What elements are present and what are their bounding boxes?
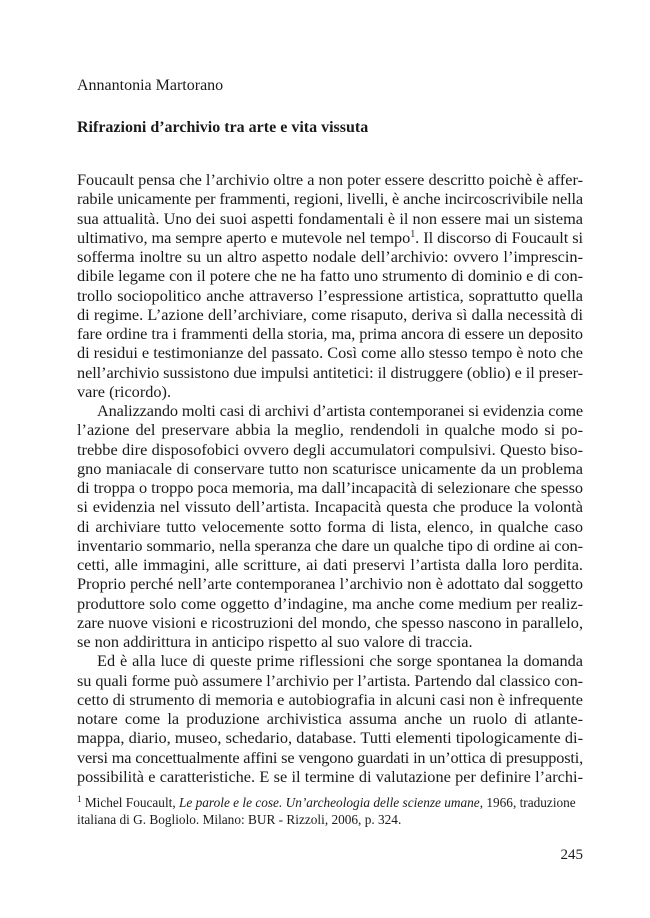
body-line: l’azione del preservare abbia la meglio, rendendoli in qualche modo si po- bbox=[77, 420, 583, 440]
body-line: Ed è alla luce di queste prime riflessioni che sorge spontanea la domanda bbox=[97, 651, 583, 671]
body-line: di regime. L’azione dell’archiviare, come risaputo, deriva sì dalla necessità di bbox=[77, 304, 583, 324]
footnote-reference[interactable]: 1 bbox=[410, 228, 416, 240]
body-line: se non addirittura in anticipo rispetto al suo valore di traccia. bbox=[77, 632, 473, 651]
chapter-title: Rifrazioni d’archivio tra arte e vita vissuta bbox=[77, 119, 369, 136]
body-line: notare come la produzione archivistica assuma anche un ruolo di atlante- bbox=[77, 709, 583, 728]
page-number: 245 bbox=[560, 847, 583, 863]
chapter-author: Annantonia Martorano bbox=[77, 77, 224, 94]
body-text-fragment: . Il discorso di Foucault si bbox=[415, 227, 584, 247]
body-line: trebbe dire disposofobici ovvero degli accumulatori compulsivi. Questo biso- bbox=[77, 439, 583, 459]
body-line: vare (ricordo). bbox=[77, 381, 172, 401]
body-line: Foucault pensa che l’archivio oltre a non poter essere descritto poichè è affer- bbox=[77, 170, 583, 189]
body-line: di residui e testimonianze del passato. Così come allo stesso tempo è noto che bbox=[77, 343, 583, 363]
body-line: gno maniacale di conservare tutto non scaturisce unicamente da un problema bbox=[77, 458, 583, 478]
body-text bbox=[77, 170, 583, 786]
body-line: si evidenzia nel vissuto dell’artista. Incapacità questa che produce la volontà bbox=[77, 497, 583, 517]
footnotes bbox=[77, 794, 583, 828]
body-line: di archiviare tutto velocemente sotto forma di lista, elenco, in qualche caso bbox=[77, 516, 583, 536]
body-line: Proprio perché nell’arte contemporanea l’archivio non è adottato dal soggetto bbox=[77, 574, 583, 594]
body-text-fragment: ultimativo, ma sempre aperto e mutevole nel tempo bbox=[77, 227, 411, 247]
body-line: possibilità e caratteristiche. E se il termine di valutazione per definire l’archi- bbox=[77, 766, 583, 786]
footnote-line bbox=[77, 794, 583, 811]
body-line: su quali forme può assumere l’archivio per l’artista. Partendo dal classico con- bbox=[77, 670, 583, 690]
body-line: versi ma concettualmente affini se vengono guardati in un’ottica di presupposti, bbox=[77, 747, 583, 767]
footnote-number: 1 bbox=[77, 794, 82, 804]
footnote-book-title: Le parole e le cose. Un’archeologia delle scienze umane bbox=[179, 795, 480, 810]
body-line: Analizzando molti casi di archivi d’artista contemporanei si evidenzia come bbox=[97, 401, 583, 420]
footnote-line: italiana di G. Bogliolo. Milano: BUR - Rizzoli, 2006, p. 324. bbox=[77, 812, 402, 827]
body-line: dibile legame con il potere che ne ha fatto uno strumento di dominio e di con- bbox=[77, 266, 583, 286]
body-line: sofferma inoltre su un altro aspetto nodale dell’archivio: ovvero l’imprescin- bbox=[77, 247, 583, 266]
body-line: di troppa o troppo poca memoria, ma dall’incapacità di selezionare che spesso bbox=[77, 478, 583, 497]
body-line: produttore solo come oggetto d’indagine, ma anche come medium per realiz- bbox=[77, 593, 583, 613]
body-line-with-footnote-ref bbox=[77, 228, 583, 247]
body-line: mappa, diario, museo, schedario, database. Tutti elementi tipologicamente di- bbox=[77, 728, 583, 748]
body-line: nell’archivio sussistono due impulsi antitetici: il distruggere (oblio) e il preser- bbox=[77, 362, 583, 382]
body-line: inventario sommario, nella speranza che dare un qualche tipo di ordine ai con- bbox=[77, 535, 583, 555]
body-line: cetto di strumento di memoria e autobiografia in alcuni casi non è infrequente bbox=[77, 689, 583, 709]
body-line: trollo sociopolitico anche attraverso l’espressione artistica, soprattutto quella bbox=[77, 285, 583, 305]
body-line: zare nuove visioni e ricostruzioni del mondo, che spesso nascono in parallelo, bbox=[77, 612, 583, 632]
footnote-text: Michel Foucault, bbox=[81, 795, 179, 810]
body-line: cetti, alle immagini, alle scritture, ai dati preservi l’artista dalla loro perdita. bbox=[77, 555, 583, 574]
body-line: sua attualità. Uno dei suoi aspetti fondamentali è il non essere mai un sistema bbox=[77, 208, 583, 228]
footnote-text: , 1966, traduzione bbox=[479, 795, 576, 810]
body-line: fare ordine tra i frammenti della storia, ma, prima ancora di essere un deposito bbox=[77, 324, 583, 343]
body-line: rabile unicamente per frammenti, regioni, livelli, è anche incircoscrivibile nella bbox=[77, 189, 583, 209]
